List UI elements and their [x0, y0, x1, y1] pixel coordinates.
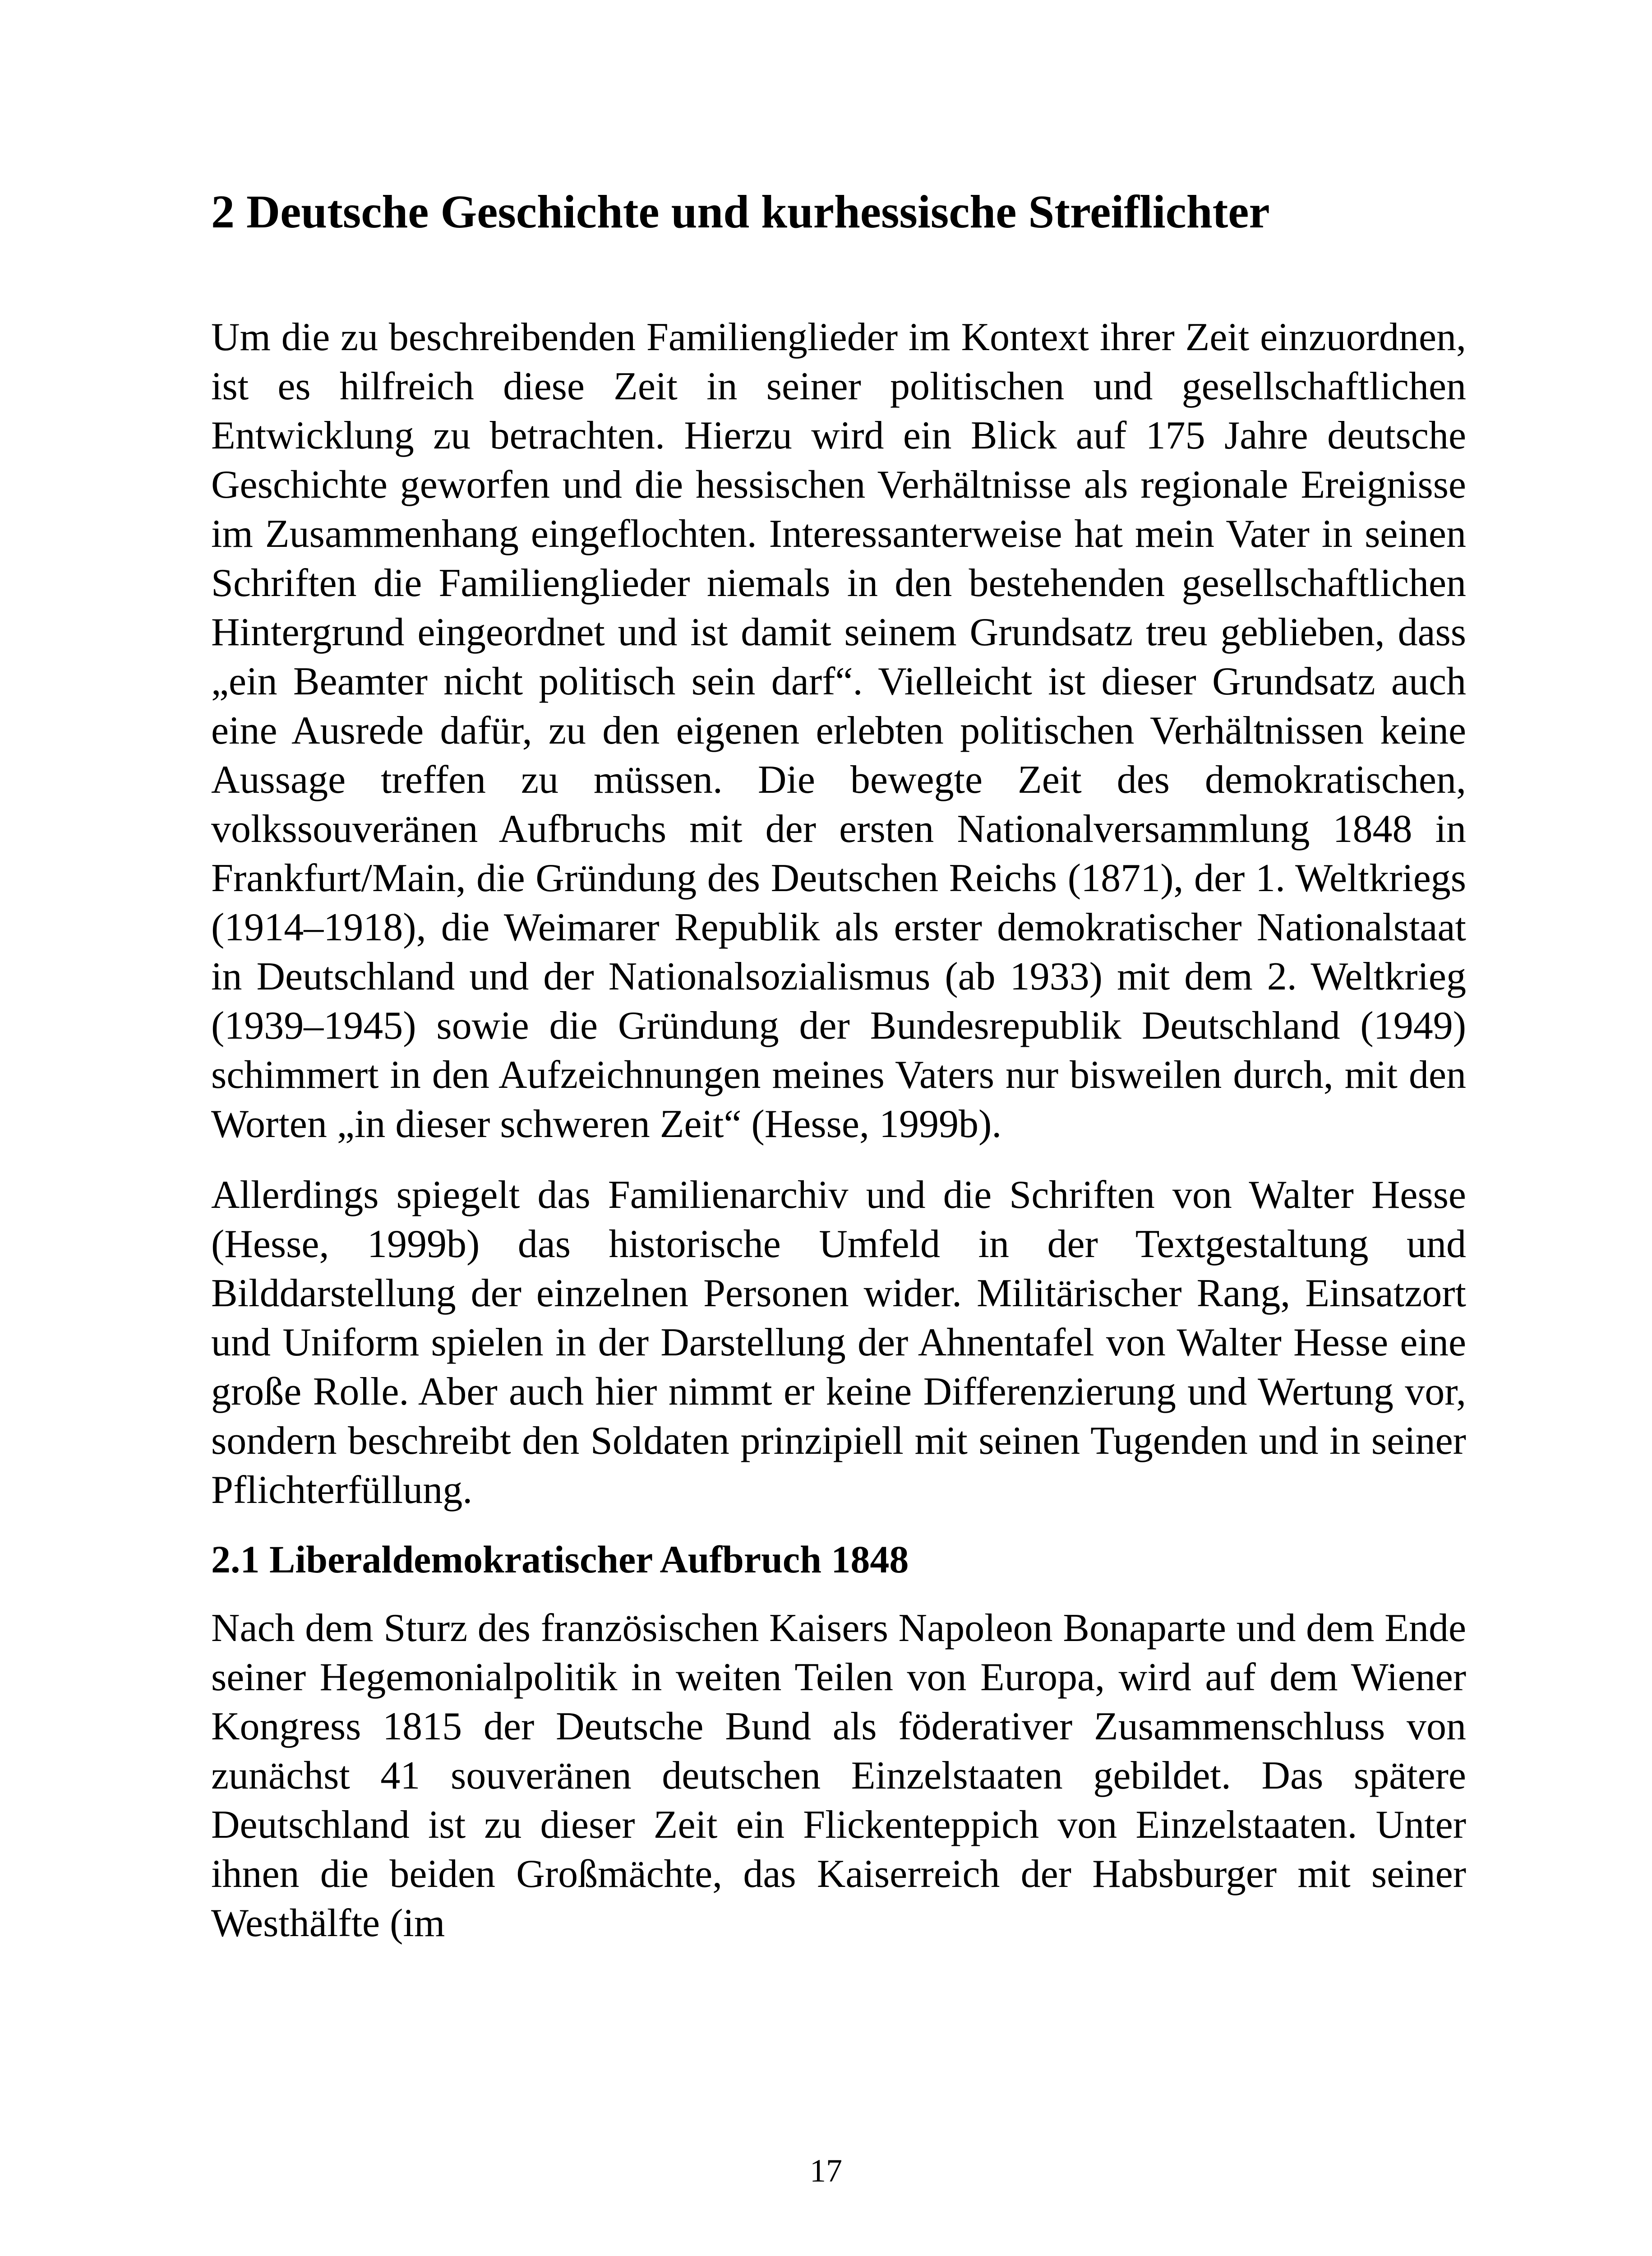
- page-number: 17: [810, 2153, 842, 2189]
- paragraph-intro: Um die zu beschreibenden Familienglieder im Kontext ihrer Zeit einzuordnen, ist es hilfreich diese Zeit in seiner politischen und gesellschaftlichen Entwicklung zu betrachten. Hierzu wird ein Blick auf 175 Jahre deutsche Geschichte geworfen und die hessischen Verhältnisse als regionale Ereignisse im Zusammenhang eingeflochten. Interessanterweise hat mein Vater in seinen Schriften die Familienglieder niemals in den bestehenden gesellschaftlichen Hintergrund eingeordnet und ist damit seinem Grundsatz treu geblieben, dass „ein Beamter nicht politisch sein darf“. Vielleicht ist dieser Grundsatz auch eine Ausrede dafür, zu den eigenen erlebten politischen Verhältnissen keine Aussage treffen zu müssen. Die bewegte Zeit des demokratischen, volkssouveränen Aufbruchs mit der ersten Nationalversammlung 1848 in Frankfurt/Main, die Gründung des Deutschen Reichs (1871), der 1. Weltkriegs (1914–1918), die Weimarer Republik als erster demokratischer Nationalstaat in Deutschland und der Nationalsozialismus (ab 1933) mit dem 2. Weltkrieg (1939–1945) sowie die Gründung der Bundesrepublik Deutschland (1949) schimmert in den Aufzeichnungen meines Vaters nur bisweilen durch, mit den Worten „in dieser schweren Zeit“ (Hesse, 1999b).: [211, 315, 1466, 1146]
- chapter-heading: 2 Deutsche Geschichte und kurhessische Streiflichter: [211, 186, 1270, 238]
- heading-spacer: [211, 240, 1466, 313]
- section-heading: 2.1 Liberaldemokratischer Aufbruch 1848: [211, 1537, 909, 1581]
- paragraph-vienna-congress: Nach dem Sturz des französischen Kaisers Napoleon Bonaparte und dem Ende seiner Hegemonialpolitik in weiten Teilen von Europa, wird auf dem Wiener Kongress 1815 der Deutsche Bund als föderativer Zusammenschluss von zunächst 41 souveränen deutschen Einzelstaaten gebildet. Das spätere Deutschland ist zu dieser Zeit ein Flickenteppich von Einzelstaaten. Unter ihnen die beiden Großmächte, das Kaiserreich der Habsburger mit seiner Westhälfte (im: [211, 1606, 1466, 1945]
- paragraph-archive: Allerdings spiegelt das Familienarchiv und die Schriften von Walter Hesse (Hesse, 1999b) das historische Umfeld in der Textgestaltung und Bilddarstellung der einzelnen Personen wider. Militärischer Rang, Einsatzort und Uniform spielen in der Darstellung der Ahnentafel von Walter Hesse eine große Rolle. Aber auch hier nimmt er keine Differenzierung und Wertung vor, sondern beschreibt den Soldaten prinzipiell mit seinen Tugenden und in seiner Pflichterfüllung.: [211, 1173, 1466, 1512]
- page-content: [211, 184, 1466, 1969]
